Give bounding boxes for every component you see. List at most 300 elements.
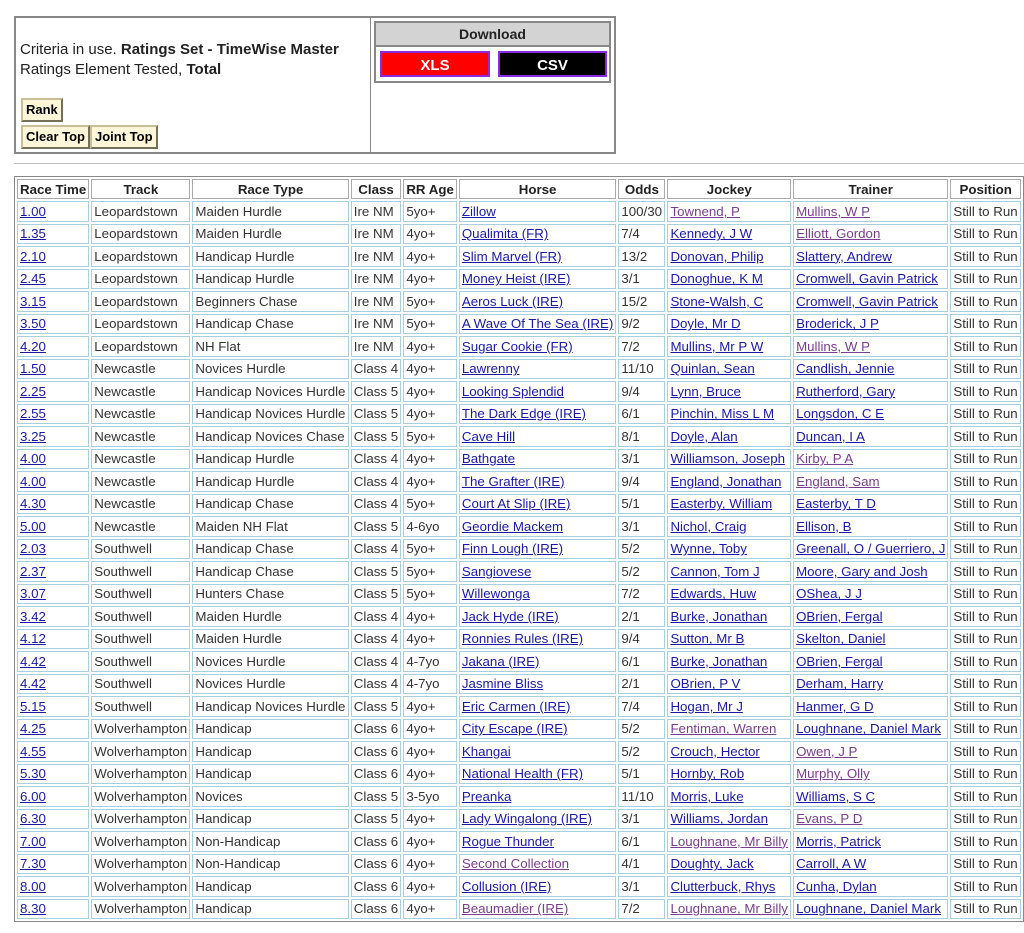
cell-jockey	[667, 719, 791, 740]
cell-track: Newcastle	[91, 449, 190, 470]
cell-jockey	[667, 494, 791, 515]
cell-horse	[459, 404, 617, 425]
horse-link[interactable]: Preanka	[461, 788, 512, 804]
trainer-link[interactable]: Greenall, O / Guerriero, J	[796, 541, 946, 557]
race-time-link[interactable]: 2.10	[20, 248, 46, 264]
cell-class: Class 5	[351, 584, 402, 605]
horse-link[interactable]: Money Heist (IRE)	[461, 271, 571, 287]
race-time-link[interactable]: 4.42	[20, 653, 46, 669]
cell-track: Southwell	[91, 696, 190, 717]
cell-race-type: Hunters Chase	[192, 584, 348, 605]
cell-race-type: Maiden Hurdle	[192, 606, 348, 627]
cell-horse	[459, 764, 617, 785]
trainer-link[interactable]: Loughnane, Daniel Mark	[796, 721, 941, 737]
cell-rr-age: 4yo+	[403, 854, 457, 875]
trainer-link[interactable]: Owen, J P	[796, 743, 858, 759]
race-time-link[interactable]: 4.12	[20, 631, 46, 647]
trainer-link[interactable]: Easterby, T D	[796, 496, 876, 512]
trainer-link[interactable]: Mullins, W P	[796, 203, 870, 219]
cell-horse	[459, 381, 617, 402]
trainer-link[interactable]: Hanmer, G D	[796, 698, 874, 714]
cell-race-time	[17, 224, 89, 245]
trainer-link[interactable]: Broderick, J P	[796, 316, 879, 332]
jockey-link[interactable]: Williams, Jordan	[670, 811, 768, 827]
trainer-link[interactable]: Ellison, B	[796, 518, 852, 534]
jockey-link[interactable]: Williamson, Joseph	[670, 451, 785, 467]
cell-odds: 5/2	[618, 741, 665, 762]
race-time-link[interactable]: 5.00	[20, 518, 46, 534]
horse-link[interactable]: Rogue Thunder	[461, 833, 555, 849]
criteria-line-element: Ratings Element Tested, Total	[20, 61, 222, 78]
horse-link[interactable]: Sangiovese	[461, 563, 532, 579]
trainer-link[interactable]: Morris, Patrick	[796, 833, 882, 849]
race-time-link[interactable]: 2.55	[20, 406, 46, 422]
cell-race-time	[17, 809, 89, 830]
jockey-link[interactable]: Donovan, Philip	[670, 248, 764, 264]
horse-link[interactable]: Looking Splendid	[461, 383, 564, 399]
trainer-link[interactable]: Cromwell, Gavin Patrick	[796, 271, 938, 287]
cell-class: Class 5	[351, 516, 402, 537]
cell-track: Leopardstown	[91, 291, 190, 312]
cell-class: Ire NM	[351, 201, 402, 222]
cell-odds: 3/1	[618, 876, 665, 897]
race-time-link[interactable]: 1.50	[20, 361, 46, 377]
cell-rr-age: 4yo+	[403, 876, 457, 897]
trainer-link[interactable]: Mullins, W P	[796, 338, 870, 354]
cell-track: Southwell	[91, 651, 190, 672]
cell-race-type: Novices Hurdle	[192, 674, 348, 695]
cell-class: Class 4	[351, 606, 402, 627]
jockey-link[interactable]: Cannon, Tom J	[670, 563, 760, 579]
horse-link[interactable]: Lady Wingalong (IRE)	[461, 811, 592, 827]
horse-link[interactable]: Collusion (IRE)	[461, 878, 552, 894]
cell-rr-age: 5yo+	[403, 584, 457, 605]
cell-race-type: Beginners Chase	[192, 291, 348, 312]
race-time-link[interactable]: 3.50	[20, 316, 46, 332]
jockey-link[interactable]: Kennedy, J W	[670, 226, 753, 242]
cell-position: Still to Run	[950, 269, 1021, 290]
horse-link[interactable]: Court At Slip (IRE)	[461, 496, 571, 512]
race-time-link[interactable]: 3.15	[20, 293, 46, 309]
cell-class: Class 4	[351, 449, 402, 470]
jockey-link[interactable]: Fentiman, Warren	[670, 721, 777, 737]
cell-jockey	[667, 224, 791, 245]
cell-horse	[459, 741, 617, 762]
race-time-link[interactable]: 4.00	[20, 473, 46, 489]
jockey-link[interactable]: Burke, Jonathan	[670, 608, 768, 624]
cell-position: Still to Run	[950, 741, 1021, 762]
cell-odds: 6/1	[618, 831, 665, 852]
cell-jockey	[667, 899, 791, 920]
cell-class: Class 4	[351, 651, 402, 672]
horse-link[interactable]: Bathgate	[461, 451, 516, 467]
cell-track: Newcastle	[91, 494, 190, 515]
cell-race-time	[17, 876, 89, 897]
jockey-link[interactable]: Doughty, Jack	[670, 856, 754, 872]
table-row	[17, 674, 1021, 695]
cell-track: Newcastle	[91, 516, 190, 537]
horse-link[interactable]: Slim Marvel (FR)	[461, 248, 562, 264]
header-race-type[interactable]: Race Type	[192, 179, 348, 199]
header-track[interactable]: Track	[91, 179, 190, 199]
cell-rr-age: 4yo+	[403, 404, 457, 425]
cell-trainer	[793, 336, 948, 357]
cell-odds: 6/1	[618, 404, 665, 425]
race-time-link[interactable]: 8.30	[20, 901, 46, 917]
trainer-link[interactable]: Elliott, Gordon	[796, 226, 881, 242]
cell-horse	[459, 314, 617, 335]
race-time-link[interactable]: 5.15	[20, 698, 46, 714]
rank-button[interactable]: Rank	[21, 98, 63, 122]
jockey-link[interactable]: Wynne, Toby	[670, 541, 747, 557]
trainer-link[interactable]: Carroll, A W	[796, 856, 867, 872]
race-time-link[interactable]: 7.00	[20, 833, 46, 849]
horse-link[interactable]: Aeros Luck (IRE)	[461, 293, 564, 309]
cell-jockey	[667, 831, 791, 852]
cell-horse	[459, 539, 617, 560]
race-time-link[interactable]: 5.30	[20, 766, 46, 782]
table-row	[17, 246, 1021, 267]
table-row	[17, 561, 1021, 582]
jockey-link[interactable]: Townend, P	[670, 203, 740, 219]
trainer-link[interactable]: Rutherford, Gary	[796, 383, 896, 399]
cell-horse	[459, 606, 617, 627]
cell-trainer	[793, 291, 948, 312]
header-position[interactable]: Position	[950, 179, 1021, 199]
jockey-link[interactable]: Quinlan, Sean	[670, 361, 755, 377]
cell-odds: 100/30	[618, 201, 665, 222]
cell-trainer	[793, 246, 948, 267]
cell-rr-age: 4yo+	[403, 336, 457, 357]
cell-jockey	[667, 651, 791, 672]
jockey-link[interactable]: Pinchin, Miss L M	[670, 406, 775, 422]
cell-horse	[459, 494, 617, 515]
cell-horse	[459, 584, 617, 605]
cell-race-type: Maiden Hurdle	[192, 224, 348, 245]
race-time-link[interactable]: 4.42	[20, 676, 46, 692]
cell-odds: 2/1	[618, 606, 665, 627]
race-time-link[interactable]: 7.30	[20, 856, 46, 872]
jockey-link[interactable]: Loughnane, Mr Billy	[670, 833, 788, 849]
horse-link[interactable]: Finn Lough (IRE)	[461, 541, 564, 557]
cell-race-type: Handicap	[192, 876, 348, 897]
cell-class: Class 5	[351, 381, 402, 402]
download-xls-button[interactable]: XLS	[380, 51, 490, 77]
horse-link[interactable]: Qualimita (FR)	[461, 226, 549, 242]
download-title: Download	[376, 23, 609, 47]
race-time-link[interactable]: 4.25	[20, 721, 46, 737]
cell-horse	[459, 876, 617, 897]
cell-track: Wolverhampton	[91, 854, 190, 875]
header-rr-age[interactable]: RR Age	[403, 179, 457, 199]
cell-rr-age: 4yo+	[403, 224, 457, 245]
cell-horse	[459, 854, 617, 875]
cell-class: Ire NM	[351, 246, 402, 267]
jockey-link[interactable]: Crouch, Hector	[670, 743, 760, 759]
cell-class: Class 6	[351, 764, 402, 785]
table-row	[17, 584, 1021, 605]
cell-position: Still to Run	[950, 674, 1021, 695]
cell-position: Still to Run	[950, 494, 1021, 515]
jockey-link[interactable]: Burke, Jonathan	[670, 653, 768, 669]
cell-horse	[459, 831, 617, 852]
jockey-link[interactable]: Hornby, Rob	[670, 766, 745, 782]
cell-trainer	[793, 269, 948, 290]
trainer-link[interactable]: Evans, P D	[796, 811, 863, 827]
cell-position: Still to Run	[950, 584, 1021, 605]
cell-class: Class 5	[351, 404, 402, 425]
race-time-link[interactable]: 3.42	[20, 608, 46, 624]
cell-odds: 11/10	[618, 786, 665, 807]
table-row	[17, 291, 1021, 312]
race-time-link[interactable]: 3.25	[20, 428, 46, 444]
cell-race-type: Handicap Novices Hurdle	[192, 381, 348, 402]
cell-position: Still to Run	[950, 224, 1021, 245]
race-time-link[interactable]: 6.00	[20, 788, 46, 804]
horse-link[interactable]: Second Collection	[461, 856, 570, 872]
horse-link[interactable]: The Grafter (IRE)	[461, 473, 565, 489]
horse-link[interactable]: Ronnies Rules (IRE)	[461, 631, 584, 647]
race-time-link[interactable]: 3.07	[20, 586, 46, 602]
cell-horse	[459, 516, 617, 537]
horse-link[interactable]: Geordie Mackem	[461, 518, 564, 534]
race-time-link[interactable]: 4.30	[20, 496, 46, 512]
cell-rr-age: 5yo+	[403, 494, 457, 515]
cell-race-time	[17, 606, 89, 627]
jockey-link[interactable]: Morris, Luke	[670, 788, 744, 804]
race-time-link[interactable]: 4.20	[20, 338, 46, 354]
cell-class: Class 5	[351, 696, 402, 717]
trainer-link[interactable]: Candlish, Jennie	[796, 361, 895, 377]
cell-jockey	[667, 449, 791, 470]
horse-link[interactable]: The Dark Edge (IRE)	[461, 406, 586, 422]
cell-horse	[459, 561, 617, 582]
table-row	[17, 831, 1021, 852]
race-time-link[interactable]: 6.30	[20, 811, 46, 827]
jockey-link[interactable]: Doyle, Alan	[670, 428, 738, 444]
cell-rr-age: 5yo+	[403, 314, 457, 335]
cell-track: Southwell	[91, 561, 190, 582]
cell-horse	[459, 674, 617, 695]
cell-odds: 15/2	[618, 291, 665, 312]
horse-link[interactable]: Jakana (IRE)	[461, 653, 540, 669]
cell-race-time	[17, 696, 89, 717]
horse-link[interactable]: Lawrenny	[461, 361, 520, 377]
cell-odds: 5/1	[618, 764, 665, 785]
horse-link[interactable]: Cave Hill	[461, 428, 516, 444]
cell-race-type: NH Flat	[192, 336, 348, 357]
cell-trainer	[793, 719, 948, 740]
table-row	[17, 786, 1021, 807]
cell-position: Still to Run	[950, 246, 1021, 267]
cell-class: Ire NM	[351, 336, 402, 357]
header-class[interactable]: Class	[351, 179, 402, 199]
cell-class: Class 4	[351, 359, 402, 380]
cell-odds: 7/2	[618, 336, 665, 357]
trainer-link[interactable]: OBrien, Fergal	[796, 608, 883, 624]
trainer-link[interactable]: Cunha, Dylan	[796, 878, 877, 894]
jockey-link[interactable]: Donoghue, K M	[670, 271, 763, 287]
cell-position: Still to Run	[950, 719, 1021, 740]
jockey-link[interactable]: Doyle, Mr D	[670, 316, 741, 332]
cell-odds: 5/2	[618, 719, 665, 740]
cell-position: Still to Run	[950, 381, 1021, 402]
cell-jockey	[667, 764, 791, 785]
horse-link[interactable]: Zillow	[461, 203, 496, 219]
cell-horse	[459, 246, 617, 267]
cell-trainer	[793, 809, 948, 830]
trainer-link[interactable]: Derham, Harry	[796, 676, 884, 692]
race-time-link[interactable]: 2.37	[20, 563, 46, 579]
table-row	[17, 876, 1021, 897]
jockey-link[interactable]: OBrien, P V	[670, 676, 741, 692]
criteria-box	[16, 18, 371, 152]
header-race-time[interactable]: Race Time	[17, 179, 89, 199]
horse-link[interactable]: City Escape (IRE)	[461, 721, 568, 737]
cell-jockey	[667, 426, 791, 447]
cell-race-time	[17, 314, 89, 335]
jockey-link[interactable]: Sutton, Mr B	[670, 631, 745, 647]
horse-link[interactable]: Jack Hyde (IRE)	[461, 608, 559, 624]
cell-horse	[459, 291, 617, 312]
table-row	[17, 516, 1021, 537]
table-row	[17, 606, 1021, 627]
horse-link[interactable]: Eric Carmen (IRE)	[461, 698, 571, 714]
cell-trainer	[793, 764, 948, 785]
jockey-link[interactable]: Easterby, William	[670, 496, 773, 512]
race-time-link[interactable]: 4.00	[20, 451, 46, 467]
horse-link[interactable]: National Health (FR)	[461, 766, 584, 782]
cell-trainer	[793, 471, 948, 492]
header-jockey[interactable]: Jockey	[667, 179, 791, 199]
cell-jockey	[667, 471, 791, 492]
cell-trainer	[793, 674, 948, 695]
jockey-link[interactable]: Lynn, Bruce	[670, 383, 741, 399]
cell-rr-age: 4yo+	[403, 359, 457, 380]
race-time-link[interactable]: 1.00	[20, 203, 46, 219]
cell-class: Class 6	[351, 899, 402, 920]
trainer-link[interactable]: Skelton, Daniel	[796, 631, 886, 647]
jockey-link[interactable]: Mullins, Mr P W	[670, 338, 764, 354]
race-time-link[interactable]: 2.03	[20, 541, 46, 557]
cell-position: Still to Run	[950, 426, 1021, 447]
cell-track: Newcastle	[91, 404, 190, 425]
cell-jockey	[667, 561, 791, 582]
trainer-link[interactable]: Loughnane, Daniel Mark	[796, 901, 941, 917]
cell-race-time	[17, 516, 89, 537]
cell-jockey	[667, 269, 791, 290]
cell-trainer	[793, 426, 948, 447]
jockey-link[interactable]: Stone-Walsh, C	[670, 293, 764, 309]
trainer-link[interactable]: OShea, J J	[796, 586, 862, 602]
cell-race-type: Handicap Novices Hurdle	[192, 696, 348, 717]
trainer-link[interactable]: Kirby, P A	[796, 451, 854, 467]
cell-race-type: Handicap Hurdle	[192, 269, 348, 290]
trainer-link[interactable]: Cromwell, Gavin Patrick	[796, 293, 938, 309]
cell-race-time	[17, 561, 89, 582]
table-row	[17, 224, 1021, 245]
cell-trainer	[793, 404, 948, 425]
cell-trainer	[793, 831, 948, 852]
trainer-link[interactable]: Longsdon, C E	[796, 406, 885, 422]
header-odds[interactable]: Odds	[618, 179, 665, 199]
cell-jockey	[667, 336, 791, 357]
horse-link[interactable]: Jasmine Bliss	[461, 676, 544, 692]
cell-race-time	[17, 786, 89, 807]
jockey-link[interactable]: Edwards, Huw	[670, 586, 757, 602]
cell-track: Leopardstown	[91, 246, 190, 267]
cell-odds: 5/1	[618, 494, 665, 515]
cell-horse	[459, 696, 617, 717]
cell-trainer	[793, 606, 948, 627]
cell-track: Southwell	[91, 629, 190, 650]
cell-race-type: Handicap Novices Chase	[192, 426, 348, 447]
cell-race-time	[17, 246, 89, 267]
jockey-link[interactable]: Loughnane, Mr Billy	[670, 901, 788, 917]
cell-jockey	[667, 741, 791, 762]
race-time-link[interactable]: 2.25	[20, 383, 46, 399]
jockey-link[interactable]: Hogan, Mr J	[670, 698, 743, 714]
trainer-link[interactable]: England, Sam	[796, 473, 880, 489]
cell-odds: 7/2	[618, 899, 665, 920]
cell-class: Class 6	[351, 719, 402, 740]
horse-link[interactable]: Beaumadier (IRE)	[461, 901, 569, 917]
cell-rr-age: 5yo+	[403, 539, 457, 560]
race-time-link[interactable]: 4.55	[20, 743, 46, 759]
jockey-link[interactable]: Nichol, Craig	[670, 518, 747, 534]
trainer-link[interactable]: OBrien, Fergal	[796, 653, 883, 669]
cell-track: Wolverhampton	[91, 876, 190, 897]
trainer-link[interactable]: Duncan, I A	[796, 428, 865, 444]
race-time-link[interactable]: 2.45	[20, 271, 46, 287]
jockey-link[interactable]: England, Jonathan	[670, 473, 782, 489]
cell-position: Still to Run	[950, 561, 1021, 582]
trainer-link[interactable]: Moore, Gary and Josh	[796, 563, 928, 579]
download-box	[371, 18, 614, 152]
trainer-link[interactable]: Williams, S C	[796, 788, 876, 804]
table-row	[17, 719, 1021, 740]
horse-link[interactable]: Willewonga	[461, 586, 530, 602]
horse-link[interactable]: Khangai	[461, 743, 511, 759]
cell-trainer	[793, 314, 948, 335]
horse-link[interactable]: Sugar Cookie (FR)	[461, 338, 573, 354]
cell-horse	[459, 269, 617, 290]
header-horse[interactable]: Horse	[459, 179, 617, 199]
cell-race-time	[17, 381, 89, 402]
cell-race-time	[17, 471, 89, 492]
table-row	[17, 359, 1021, 380]
download-csv-button[interactable]: CSV	[498, 51, 607, 77]
clear-top-button[interactable]: Clear Top	[21, 125, 90, 149]
jockey-link[interactable]: Clutterbuck, Rhys	[670, 878, 776, 894]
race-time-link[interactable]: 1.35	[20, 226, 46, 242]
cell-position: Still to Run	[950, 876, 1021, 897]
table-row	[17, 854, 1021, 875]
cell-track: Wolverhampton	[91, 719, 190, 740]
race-time-link[interactable]: 8.00	[20, 878, 46, 894]
joint-top-button[interactable]: Joint Top	[90, 125, 158, 149]
cell-race-time	[17, 269, 89, 290]
cell-class: Class 5	[351, 426, 402, 447]
cell-rr-age: 4yo+	[403, 741, 457, 762]
table-row	[17, 269, 1021, 290]
header-trainer[interactable]: Trainer	[793, 179, 948, 199]
cell-class: Class 5	[351, 786, 402, 807]
cell-trainer	[793, 741, 948, 762]
trainer-link[interactable]: Slattery, Andrew	[796, 248, 892, 264]
horse-link[interactable]: A Wave Of The Sea (IRE)	[461, 316, 614, 332]
trainer-link[interactable]: Murphy, Olly	[796, 766, 870, 782]
